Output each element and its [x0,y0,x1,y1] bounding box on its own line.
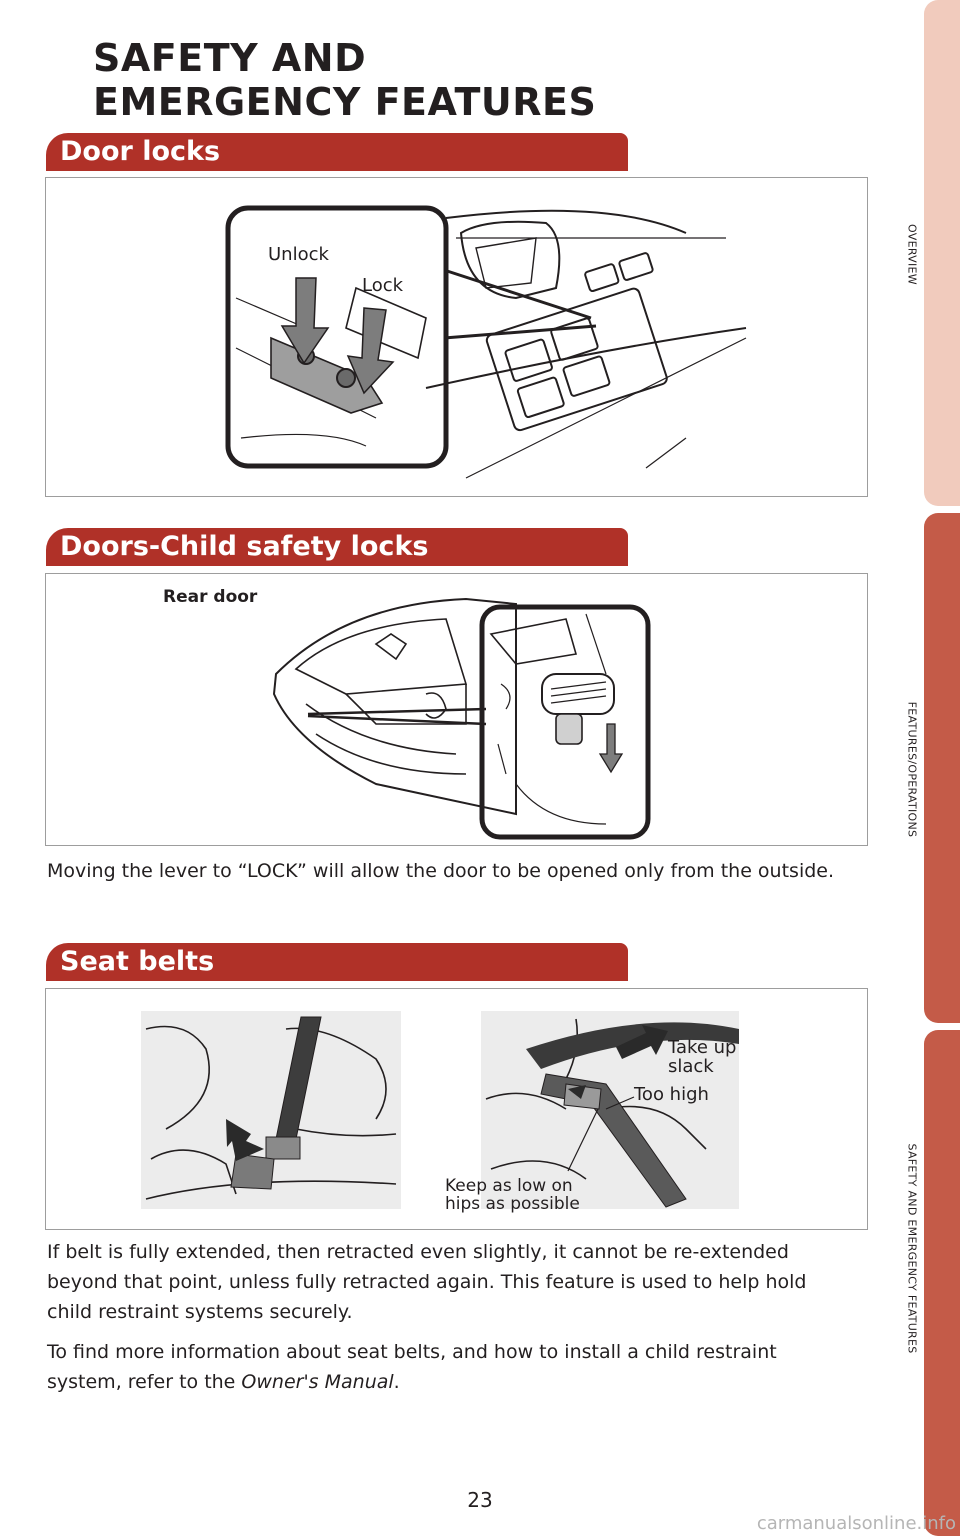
side-tab-overview[interactable] [924,0,960,506]
label-unlock: Unlock [268,244,329,265]
side-tab-features-operations[interactable] [924,513,960,1023]
child-locks-figure [45,573,868,846]
child-locks-text [47,856,847,886]
side-tab-safety-emergency[interactable] [924,1030,960,1536]
seat-belts-paragraph-2 [47,1337,847,1397]
down-arrow-icon [600,724,622,772]
label-take-up-line-1: Take up [668,1037,737,1058]
side-tab-overview-label: OVERVIEW [905,224,919,285]
page-number: 23 [467,1488,493,1512]
side-tab-safety-emergency-label: SAFETY AND EMERGENCY FEATURES [905,1143,919,1354]
child-locks-paragraph: Moving the lever to “LOCK” will allow the door to be opened only from the outside. [47,860,835,882]
page-title [93,36,596,124]
seat-belts-figure [45,988,868,1230]
label-lock: Lock [362,275,404,296]
section-banner-door-locks [46,133,628,171]
page-title-line-1: SAFETY AND [93,36,367,80]
seat-belts-text [47,1237,847,1397]
side-tab-features-operations-label: FEATURES/OPERATIONS [905,701,919,838]
section-heading-child-locks: Doors-Child safety locks [60,531,429,562]
label-keep-low-line-2: hips as possible [445,1194,580,1214]
section-banner-seat-belts [46,943,628,981]
label-keep-low-line-1: Keep as low on [445,1176,573,1196]
section-banner-child-locks [46,528,628,566]
door-lock-illustration [46,178,869,498]
seat-belts-paragraph-2-end: . [393,1371,400,1393]
label-rear-door: Rear door [163,587,258,607]
seat-belt-illustration [46,989,869,1231]
label-take-up-line-2: slack [668,1056,714,1077]
section-heading-seat-belts: Seat belts [60,946,215,977]
door-locks-figure [45,177,868,497]
section-heading-door-locks: Door locks [60,136,221,167]
seat-belts-paragraph-2-text: To find more information about seat belts, and how to install a child restraint system, refer to the [47,1341,777,1393]
owners-manual-reference: Owner's Manual [241,1371,394,1393]
page-title-line-2: EMERGENCY FEATURES [93,80,597,124]
seat-belts-paragraph-1: If belt is fully extended, then retracted even slightly, it cannot be re-extended beyond that point, unless fully retracted again. This feature is used to help hold child restraint systems securely. [47,1241,807,1323]
watermark: carmanualsonline.info [756,1513,956,1534]
rear-door-illustration [46,574,869,847]
label-too-high: Too high [634,1084,709,1105]
